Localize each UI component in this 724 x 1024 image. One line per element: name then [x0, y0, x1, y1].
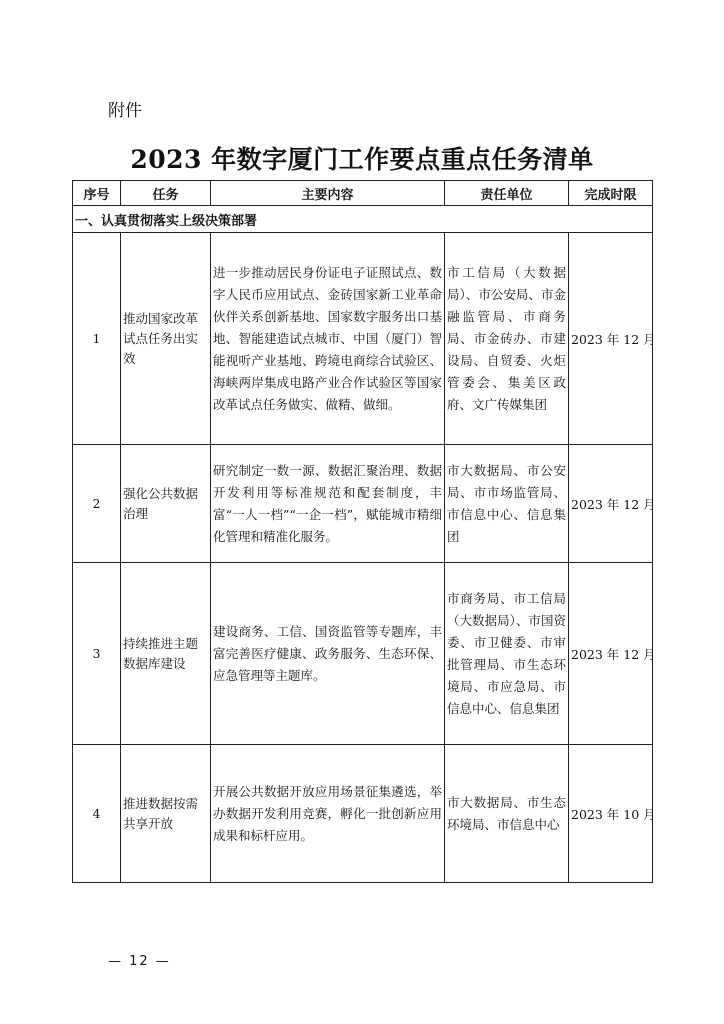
row-deadline: 2023 年 12 月	[569, 233, 653, 445]
row-deadline: 2023 年 10 月	[569, 745, 653, 883]
row-num: 3	[73, 563, 121, 745]
row-units: 市大数据局、市公安局、市市场监管局、市信息中心、信息集团	[445, 445, 569, 563]
row-num: 4	[73, 745, 121, 883]
header-task: 任务	[121, 181, 211, 206]
row-units: 市商务局、市工信局（大数据局）、市国资委、市卫健委、市审批管理局、市生态环境局、市应急局、市信息中心、信息集团	[445, 563, 569, 745]
table-row	[73, 445, 653, 563]
row-content: 进一步推动居民身份证电子证照试点、数字人民币应用试点、金砖国家新工业革命伙伴关系创新基地、国家数字服务出口基地、智能建造试点城市、中国（厦门）智能视听产业基地、跨境电商综合试验区、海峡两岸集成电路产业合作试验区等国家改革试点任务做实、做精、做细。	[211, 233, 445, 445]
task-table	[72, 180, 656, 883]
section-title: 一、认真贯彻落实上级决策部署	[73, 206, 653, 233]
row-deadline: 2023 年 12 月	[569, 445, 653, 563]
table-row	[73, 233, 653, 445]
row-task: 推动国家改革试点任务出实效	[121, 233, 211, 445]
row-content: 开展公共数据开放应用场景征集遴选，举办数据开发利用竞赛，孵化一批创新应用成果和标杆应用。	[211, 745, 445, 883]
row-content: 研究制定一数一源、数据汇聚治理、数据开发利用等标准规范和配套制度，丰富“一人一档”“一企一档”，赋能城市精细化管理和精准化服务。	[211, 445, 445, 563]
row-task: 持续推进主题数据库建设	[121, 563, 211, 745]
row-deadline: 2023 年 12 月	[569, 563, 653, 745]
row-num: 2	[73, 445, 121, 563]
row-units: 市工信局（大数据局）、市公安局、市金融监管局、市商务局、市金砖办、市建设局、自贸委、火炬管委会、集美区政府、文广传媒集团	[445, 233, 569, 445]
table-row	[73, 745, 653, 883]
header-content: 主要内容	[211, 181, 445, 206]
page-number: — 12 —	[108, 954, 171, 969]
row-task: 推进数据按需共享开放	[121, 745, 211, 883]
header-row	[73, 181, 653, 206]
table-row	[73, 563, 653, 745]
row-num: 1	[73, 233, 121, 445]
attachment-label: 附件	[108, 101, 142, 121]
header-deadline: 完成时限	[569, 181, 653, 206]
document-title: 2023 年数字厦门工作要点重点任务清单	[130, 145, 594, 174]
row-content: 建设商务、工信、国资监管等专题库，丰富完善医疗健康、政务服务、生态环保、应急管理等主题库。	[211, 563, 445, 745]
row-task: 强化公共数据治理	[121, 445, 211, 563]
header-units: 责任单位	[445, 181, 569, 206]
header-num: 序号	[73, 181, 121, 206]
section-row	[73, 206, 653, 233]
row-units: 市大数据局、市生态环境局、市信息中心	[445, 745, 569, 883]
